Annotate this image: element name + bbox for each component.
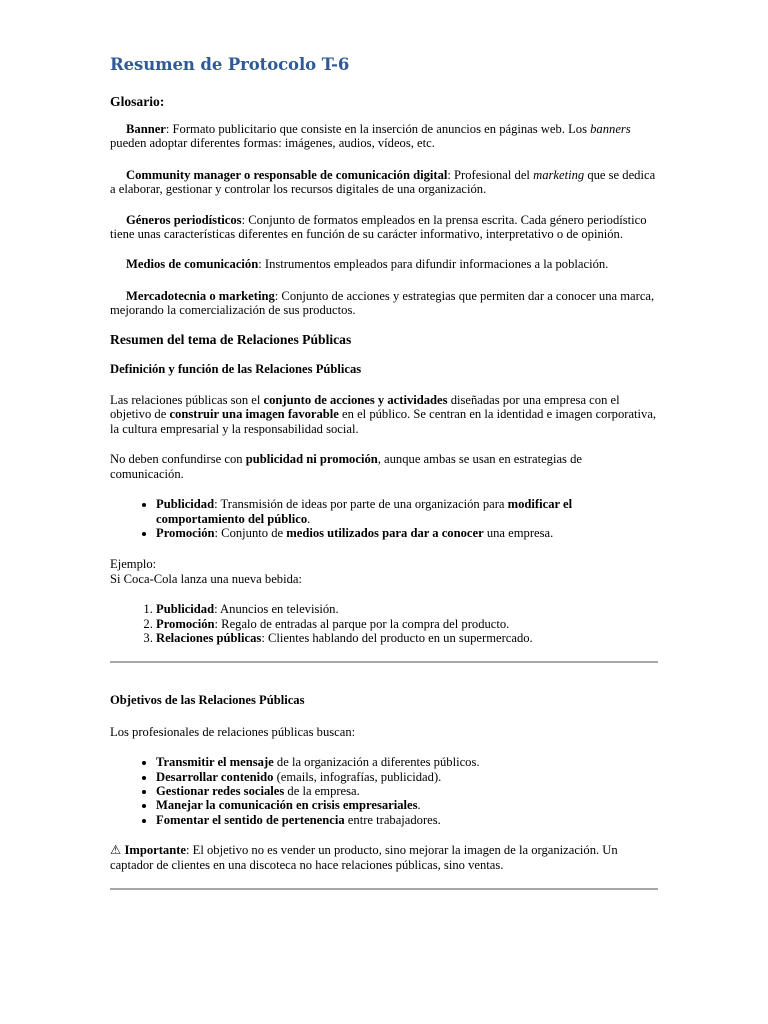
definition-paragraph: Las relaciones públicas son el conjunto de acciones y actividades diseñadas por una empresa con el objetivo de construir una imagen favorable en el público. Se centran en la identidad e imagen corporativa, la cultura empresarial y la responsabilidad social. <box>110 393 657 436</box>
glossary-term: Banner <box>126 122 166 136</box>
distinction-paragraph: No deben confundirse con publicidad ni promoción, aunque ambas se usan en estrategias de comunicación. <box>110 452 582 481</box>
glossary-term: Community manager o responsable de comunicación digital <box>126 167 448 182</box>
glossary-heading: Glosario: <box>110 94 165 109</box>
important-note: ⚠ Importante: El objetivo no es vender un producto, sino mejorar la imagen de la organización. Un captador de clientes en una discoteca no hace relaciones públicas, sino ventas. <box>110 843 618 872</box>
list-item: 2. Promoción: Regalo de entradas al parque por la compra del producto. <box>156 617 658 631</box>
document-body <box>110 52 658 890</box>
list-item: • Fomentar el sentido de pertenencia entre trabajadores. <box>156 813 658 827</box>
example-label: Ejemplo: <box>110 557 157 572</box>
list-item: • Manejar la comunicación en crisis empresariales. <box>156 798 658 812</box>
glossary-entry-generos: Géneros periodísticos: Conjunto de formatos empleados en la prensa escrita. Cada género periodístico tiene unas características diferentes en función de su carácter informativo, interpretativo o de opinión. <box>110 212 647 242</box>
glossary-term: Géneros periodísticos <box>126 212 242 227</box>
glossary-term: Medios de comunicación <box>126 257 259 272</box>
glossary-entry-medios: Medios de comunicación: Instrumentos empleados para difundir informaciones a la población. <box>126 257 609 272</box>
glossary-entry-banner: Banner: Formato publicitario que consiste en la inserción de anuncios en páginas web. Los banners pueden adoptar diferentes formas: imágenes, audios, vídeos, etc. <box>110 122 631 151</box>
section-divider <box>110 888 658 890</box>
list-item: • Desarrollar contenido (emails, infografías, publicidad). <box>156 770 658 784</box>
list-item: • Transmitir el mensaje de la organización a diferentes públicos. <box>156 755 658 769</box>
objectives-bullet-list <box>110 755 658 827</box>
definition-bullet-list <box>110 497 658 540</box>
document-title: Resumen de Protocolo T-6 <box>110 55 350 74</box>
objectives-intro: Los profesionales de relaciones públicas buscan: <box>110 724 356 739</box>
list-item: • Publicidad: Transmisión de ideas por parte de una organización para modificar el comportamiento del público. <box>156 497 658 526</box>
list-item: 1. Publicidad: Anuncios en televisión. <box>156 602 658 616</box>
list-item: 3. Relaciones públicas: Clientes hablando del producto en un supermercado. <box>156 631 658 645</box>
glossary-entry-mercadotecnia: Mercadotecnia o marketing: Conjunto de acciones y estrategias que permiten dar a conocer una marca, mejorando la comercialización de sus productos. <box>110 288 655 318</box>
list-item: • Promoción: Conjunto de medios utilizados para dar a conocer una empresa. <box>156 526 658 540</box>
definition-heading: Definición y función de las Relaciones Públicas <box>110 361 362 376</box>
glossary-term: Mercadotecnia o marketing <box>126 288 275 303</box>
warning-icon: ⚠ <box>110 843 122 858</box>
summary-heading: Resumen del tema de Relaciones Públicas <box>110 331 352 347</box>
objectives-heading: Objetivos de las Relaciones Públicas <box>110 693 305 708</box>
glossary-entry-community-manager: Community manager o responsable de comunicación digital: Profesional del marketing que se dedica a elaborar, gestionar y controlar los recursos digitales de una organización. <box>110 167 656 197</box>
example-intro: Si Coca-Cola lanza una nueva bebida: <box>110 571 302 586</box>
example-numbered-list <box>110 602 658 645</box>
list-item: • Gestionar redes sociales de la empresa. <box>156 784 658 798</box>
